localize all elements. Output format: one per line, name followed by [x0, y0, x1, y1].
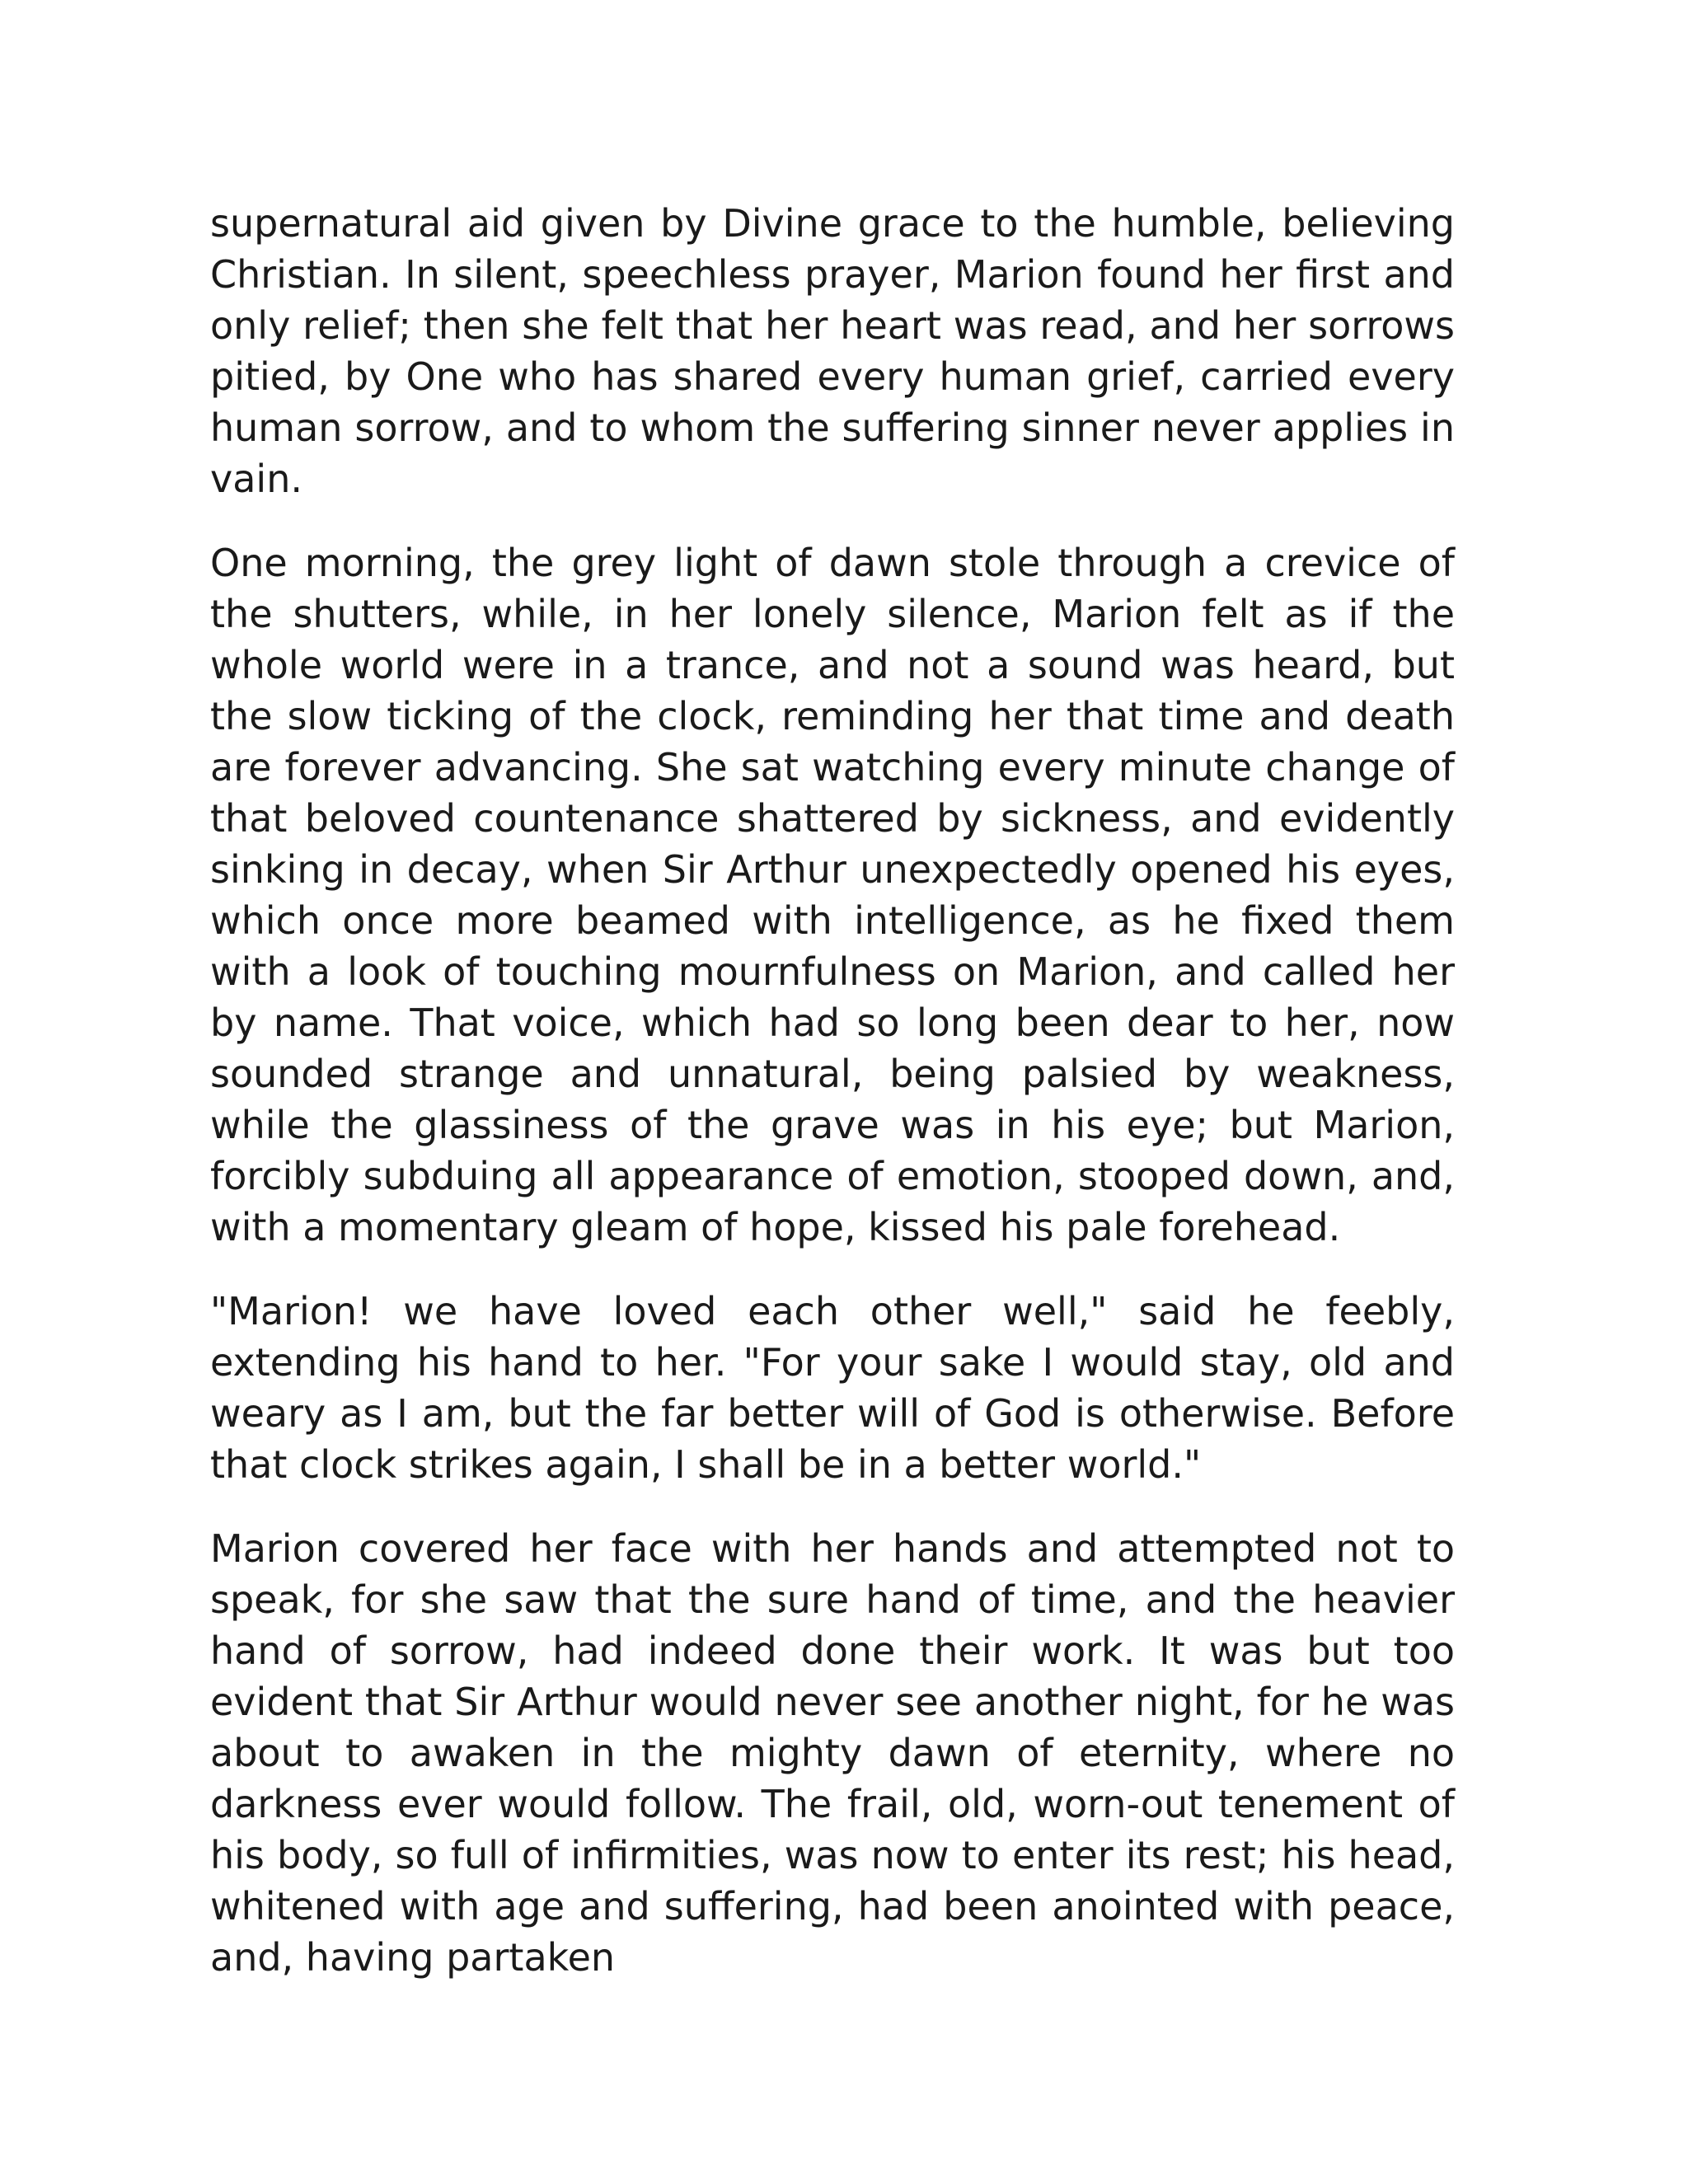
paragraph-3: "Marion! we have loved each other well," said he feebly, extending his hand to her. "For your sake I would stay, old and weary as I am, but the far better will of God is otherwise. Before that clock strikes again, I shall be in a better world.": [210, 1289, 1455, 1487]
paragraph-2: One morning, the grey light of dawn stole through a crevice of the shutters, while, in her lonely silence, Marion felt as if the whole world were in a trance, and not a sound was heard, but the slow ticking of the clock, reminding her that time and death are forever advancing. She sat watching every minute change of that beloved countenance shattered by sickness, and evidently sinking in decay, when Sir Arthur unexpectedly opened his eyes, which once more beamed with intelligence, as he fixed them with a look of touching mournfulness on Marion, and called her by name. That voice, which had so long been dear to her, now sounded strange and unnatural, being palsied by weakness, while the glassiness of the grave was in his eye; but Marion, forcibly subduing all appearance of emotion, stooped down, and, with a momentary gleam of hope, kissed his pale forehead.: [210, 541, 1455, 1249]
paragraph-4: Marion covered her face with her hands and attempted not to speak, for she saw that the sure hand of time, and the heavier hand of sorrow, had indeed done their work. It was but too evident that Sir Arthur would never see another night, for he was about to awaken in the mighty dawn of eternity, where no darkness ever would follow. The frail, old, worn-out tenement of his body, so full of infirmities, was now to enter its rest; his head, whitened with age and suffering, had been anointed with peace, and, having partaken: [210, 1526, 1455, 1980]
paragraph-1: supernatural aid given by Divine grace to the humble, believing Christian. In silent, speechless prayer, Marion found her first and only relief; then she felt that her heart was read, and her sorrows pitied, by One who has shared every human grief, carried every human sorrow, and to whom the suffering sinner never applies in vain.: [210, 201, 1455, 501]
body-text: [210, 198, 1455, 1983]
